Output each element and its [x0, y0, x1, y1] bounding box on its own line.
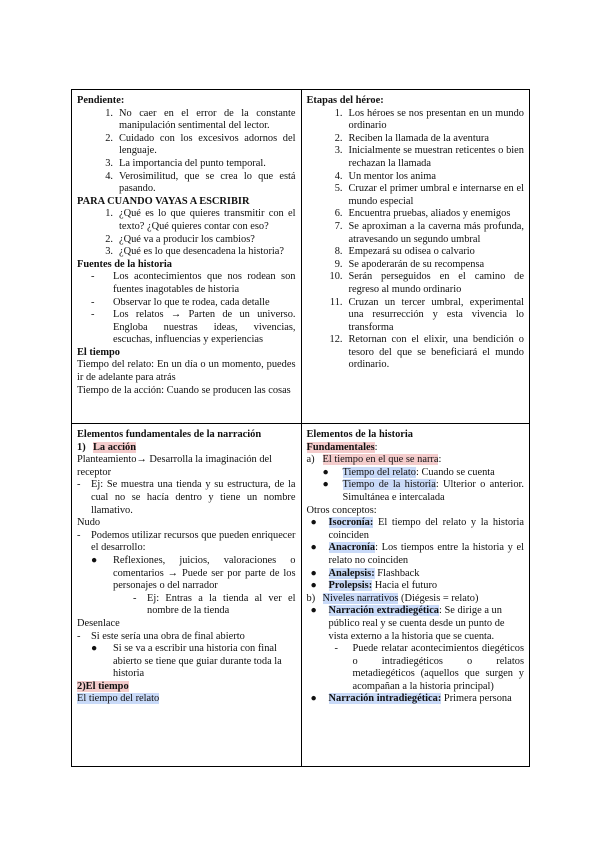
- tiempo2-text: El tiempo del relato: [77, 693, 160, 705]
- list-item: 1. No caer en el error de la constante manipulación sentimental del lector.: [105, 107, 296, 132]
- list-item: b) Niveles narrativos (Diégesis = relato): [306, 592, 479, 604]
- list-item: 2. Cuidado con los excesivos adornos del lenguaje.: [105, 132, 296, 157]
- list-item: a) El tiempo en el que se narra:: [306, 454, 442, 466]
- cell-pendiente: [72, 90, 301, 423]
- list-item: ● Anacronía: Los tiempos entre la historia y el relato no coinciden: [310, 542, 524, 566]
- list-item: 1. Los héroes se nos presentan en un mundo ordinario: [334, 107, 524, 132]
- desenlace-label: Desenlace: [77, 617, 120, 629]
- list-item: 8. Empezará su odisea o calvario: [334, 246, 475, 258]
- list-item: 2. Reciben la llamada de la aventura: [334, 132, 489, 144]
- list-item: - Podemos utilizar recursos que pueden enriquecer el desarrollo:: [77, 529, 296, 554]
- tiempo2-heading: 2)El tiempo: [77, 680, 129, 692]
- list-item: - Ej: Se muestra una tienda y su estructura, de la cual no se hacía dentro y tiene un nombre llamativo.: [77, 479, 296, 516]
- list-item: 10. Serán perseguidos en el camino de regreso al mundo ordinario: [329, 271, 524, 295]
- tiempo-relato-text: Tiempo del relato: En un día o un momento, puedes ir de adelante para atrás: [77, 359, 296, 384]
- list-item: ● Si se va a escribir una historia con final abierto se tiene que guiar durante toda la historia: [91, 643, 282, 680]
- list-item: 9. Se apoderarán de su recompensa: [334, 258, 485, 270]
- list-item: - Puede relatar acontecimientos diegéticos o intradiegéticos o relatos metadiegéticos (aquellos que surgen y acompañan a la historia principal): [334, 643, 524, 692]
- pendiente-list: [77, 108, 296, 196]
- list-item: 7. Se aproximan a la caverna más profunda, atravesando un segundo umbral: [334, 220, 524, 245]
- list-item: 3. La importancia del punto temporal.: [105, 157, 266, 169]
- cell-historia: [301, 424, 530, 766]
- planteamiento-text: Planteamiento→ Desarrolla la imaginación del receptor: [77, 454, 273, 478]
- list-item: 2. ¿Qué va a producir los cambios?: [105, 233, 255, 245]
- etapas-heading: Etapas del héroe:: [306, 95, 384, 106]
- list-item: ● Analepsis: Flashback: [310, 567, 420, 579]
- table-row: [72, 424, 529, 766]
- cell-narracion: [72, 424, 301, 766]
- table-row: [72, 90, 529, 424]
- list-item: 3. ¿Qué es lo que desencadena la historia?: [105, 246, 285, 258]
- fuentes-heading: Fuentes de la historia: [77, 258, 172, 270]
- list-item: 1. ¿Qué es lo que quieres transmitir con el texto? ¿Qué quieres contar con eso?: [105, 208, 296, 232]
- nudo-label: Nudo: [77, 517, 101, 529]
- accion-heading: 1) La acción: [77, 441, 137, 453]
- list-item: - Ej: Entras a la tienda al ver el nombre de la tienda: [133, 592, 296, 617]
- list-item: 4. Un mentor los anima: [334, 170, 436, 182]
- list-item: 5. Cruzar el primer umbral e internarse en el mundo especial: [334, 183, 524, 207]
- cell-etapas: [301, 90, 530, 423]
- otros-label: Otros conceptos:: [306, 504, 377, 516]
- list-item: ● Tiempo del relato: Cuando se cuenta: [322, 466, 495, 478]
- list-item: ● Tiempo de la historia: Ulterior o anterior. Simultánea e intercalada: [322, 479, 524, 503]
- list-item: 4. Verosimilitud, que se crea lo que está pasando.: [105, 170, 296, 195]
- escribir-list: [77, 208, 296, 258]
- list-item: ● Narración intradiegética: Primera persona: [310, 693, 512, 705]
- narracion-heading: Elementos fundamentales de la narración: [77, 429, 262, 440]
- tiempo-accion-text: Tiempo de la acción: Cuando se producen las cosas: [77, 384, 291, 396]
- escribir-heading: PARA CUANDO VAYAS A ESCRIBIR: [77, 195, 250, 207]
- notes-table: [71, 89, 530, 767]
- pendiente-heading: Pendiente:: [77, 95, 125, 106]
- list-item: - Observar lo que te rodea, cada detalle: [91, 296, 270, 308]
- list-item: 12. Retornan con el elixir, una bendición o tesoro del que se beneficiará el mundo ordinario.: [329, 334, 524, 371]
- list-item: - Los acontecimientos que nos rodean son fuentes inagotables de historia: [91, 271, 296, 295]
- list-item: ● Narración extradiegética: Se dirige a un público real y se cuenta desde un punto de vista externo a la historia que se cuenta.: [310, 605, 505, 642]
- fuentes-list: [77, 271, 296, 347]
- historia-heading: Elementos de la historia: [306, 429, 413, 440]
- list-item: - Si este sería una obra de final abierto: [77, 630, 245, 642]
- list-item: - Los relatos → Parten de un universo. Engloba nuestras ideas, vivencias, escuchas, influencias y experiencias: [91, 309, 296, 346]
- list-item: 11. Cruzan un tercer umbral, experimental una resurrección y esta vivencia lo transforma: [329, 296, 524, 333]
- fundamentales-label: Fundamentales:: [306, 441, 378, 453]
- list-item: 6. Encuentra pruebas, aliados y enemigos: [334, 208, 511, 220]
- tiempo-heading: El tiempo: [77, 346, 121, 358]
- list-item: ● Isocronía: El tiempo del relato y la historia coinciden: [310, 517, 524, 541]
- list-item: ● Reflexiones, juicios, valoraciones o comentarios → Puede ser por parte de los personajes o del narrador: [91, 554, 296, 592]
- list-item: 3. Inicialmente se muestran reticentes o bien rechazan la llamada: [334, 145, 524, 169]
- list-item: ● Prolepsis: Hacia el futuro: [310, 580, 438, 592]
- etapas-list: [307, 108, 525, 372]
